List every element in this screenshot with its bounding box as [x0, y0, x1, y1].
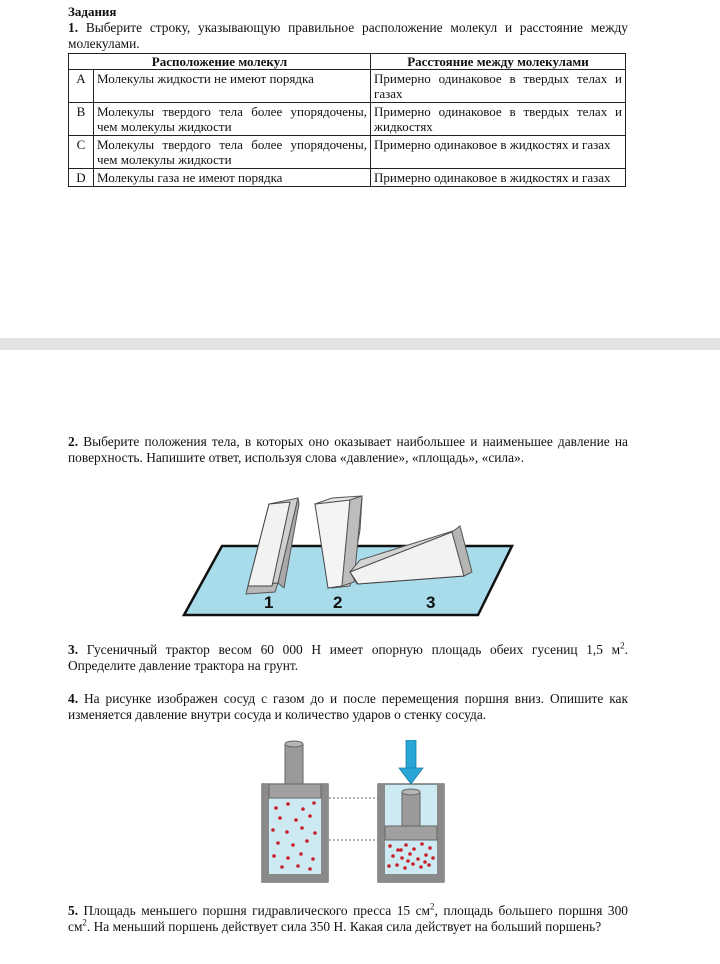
task-1-prompt: [68, 20, 628, 52]
task-3-sup: 2: [620, 640, 625, 651]
vessel-after: [378, 784, 444, 882]
table-row: [69, 136, 626, 169]
task-3-text-after: . Определите давление трактора на грунт.: [68, 642, 628, 673]
answer-table: [68, 53, 626, 187]
page-1: [0, 0, 720, 338]
task-4-prompt: [68, 691, 628, 723]
table-row: [69, 169, 626, 187]
figure-label-3: 3: [426, 593, 436, 612]
task-5-part2: , площадь большего поршня 300 см: [68, 903, 628, 934]
row-arrangement: Молекулы твердого тела более упорядочены, чем молекулы жидкости: [94, 103, 371, 136]
table-header-row: [69, 54, 626, 70]
row-distance: Примерно одинаковое в жидкостях и газах: [371, 136, 626, 169]
row-distance: Примерно одинаковое в твердых телах и жидкостях: [371, 103, 626, 136]
row-arrangement: Молекулы жидкости не имеют порядка: [94, 70, 371, 103]
task-5-prompt: [68, 903, 628, 935]
row-distance: Примерно одинаковое в твердых телах и газах: [371, 70, 626, 103]
row-arrangement: Молекулы газа не имеют порядка: [94, 169, 371, 187]
row-letter: B: [69, 103, 94, 136]
row-letter: A: [69, 70, 94, 103]
down-arrow-icon: [399, 740, 423, 784]
task-5-part1: Площадь меньшего поршня гидравлического пресса 15 см: [83, 903, 430, 918]
task-5-sup1: 2: [430, 901, 435, 912]
row-letter: C: [69, 136, 94, 169]
row-letter: D: [69, 169, 94, 187]
vessels-figure: [258, 740, 458, 890]
task-4-number: 4.: [68, 691, 79, 706]
task-2-number: 2.: [68, 434, 79, 449]
blocks-figure: [182, 490, 522, 620]
task-3-number: 3.: [68, 642, 79, 657]
task-3-text-before: Гусеничный трактор весом 60 000 Н имеет опорную площадь обеих гусениц 1,5 м: [86, 642, 621, 657]
figure-label-2: 2: [333, 593, 343, 612]
header-arrangement: Расположение молекул: [69, 54, 371, 70]
task-2-prompt: [68, 434, 628, 466]
row-distance: Примерно одинаковое в жидкостях и газах: [371, 169, 626, 187]
tasks-heading: Задания: [68, 4, 117, 19]
vessel-before: [262, 741, 328, 882]
task-5-number: 5.: [68, 903, 79, 918]
task-5-part3: . На меньший поршень действует сила 350 Н. Какая сила действует на больший поршень?: [86, 919, 602, 934]
header-distance: Расстояние между молекулами: [371, 54, 626, 70]
task-1-number: 1.: [68, 20, 79, 35]
task-2-text: Выберите положения тела, в которых оно оказывает наибольшее и наименьшее давление на поверхность. Напишите ответ, используя слова «давление», «площадь», «сила».: [68, 434, 628, 465]
task-4-text: На рисунке изображен сосуд с газом до и после перемещения поршня вниз. Опишите как изменяется давление внутри сосуда и количество ударов о стенку сосуда.: [68, 691, 628, 722]
row-arrangement: Молекулы твердого тела более упорядочены, чем молекулы жидкости: [94, 136, 371, 169]
page-2: [0, 350, 720, 964]
page-divider: [0, 338, 720, 350]
figure-label-1: 1: [264, 593, 274, 612]
task-5-sup2: 2: [82, 917, 87, 928]
task-1-text: Выберите строку, указывающую правильное расположение молекул и расстояние между молекулами.: [68, 20, 628, 51]
table-row: [69, 103, 626, 136]
task-3-prompt: [68, 642, 628, 674]
table-row: [69, 70, 626, 103]
